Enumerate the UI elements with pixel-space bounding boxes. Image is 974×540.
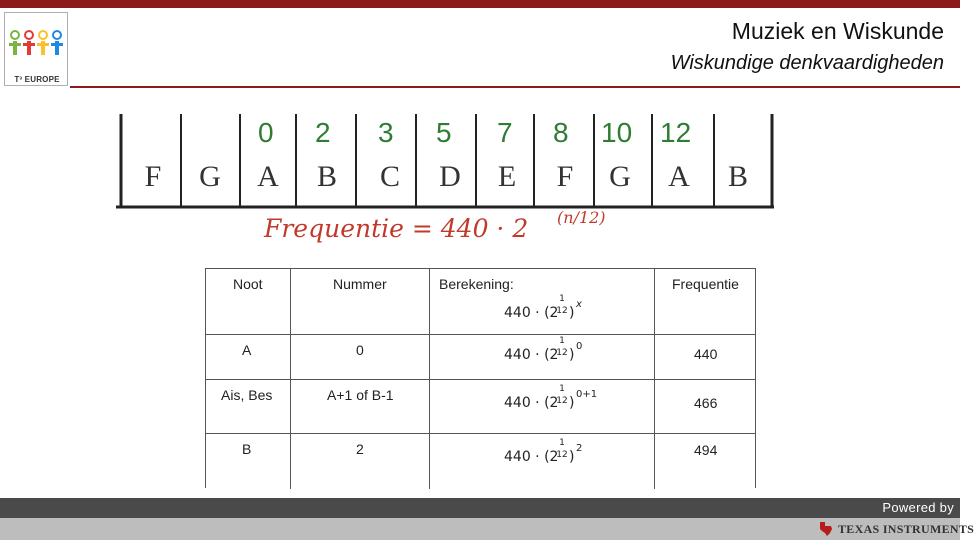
frequency-table — [205, 268, 756, 488]
note-number: 7 — [497, 117, 513, 148]
table-cell-frequentie: 466 — [694, 395, 718, 411]
note-number: 5 — [436, 117, 452, 148]
note-letter: G — [609, 160, 631, 193]
note-letter: E — [497, 160, 517, 193]
top-accent-band — [0, 0, 960, 8]
note-letter: A — [668, 160, 690, 193]
note-number: 2 — [315, 117, 331, 148]
note-number: 8 — [553, 117, 569, 148]
table-cell-noot: B — [242, 441, 252, 457]
table-cell-noot: A — [242, 342, 252, 358]
note-number: 10 — [601, 117, 633, 148]
texas-state-icon — [818, 521, 834, 537]
table-cell-berekening: 440 · (2 1 12 ) 0+1 — [504, 384, 598, 411]
note-letter: F — [556, 160, 574, 193]
note-letter: F — [144, 160, 162, 193]
table-cell-frequentie: 440 — [694, 346, 718, 362]
texas-instruments-logo — [818, 520, 974, 538]
note-number: 12 — [660, 117, 692, 148]
note-letter: C — [379, 160, 400, 193]
table-cell-berekening: 440 · (2 1 12 ) 0 — [504, 336, 583, 363]
table-row-divider — [206, 433, 755, 434]
formula-main: Frequentie = 440 · 2 — [264, 214, 529, 243]
note-letter: D — [439, 160, 461, 193]
header-divider — [70, 86, 960, 88]
footer-bar — [0, 498, 974, 540]
table-row-divider — [206, 334, 755, 335]
table-cell-nummer: A+1 of B-1 — [327, 387, 394, 403]
t3-europe-logo — [4, 12, 68, 86]
table-header-nummer: Nummer — [333, 276, 387, 292]
header-calculation: 440 · (2 1 12 ) x — [504, 294, 582, 321]
table-header-noot: Noot — [233, 276, 263, 292]
note-letter: B — [316, 160, 337, 193]
table-cell-nummer: 2 — [356, 441, 364, 457]
logo-text: T³ EUROPE — [14, 75, 60, 84]
note-letter: B — [727, 160, 748, 193]
table-cell-berekening: 440 · (2 1 12 ) 2 — [504, 438, 583, 465]
table-cell-frequentie: 494 — [694, 442, 718, 458]
note-number: 3 — [378, 117, 394, 148]
page-title: Muziek en Wiskunde — [731, 18, 944, 44]
logo-figures-icon — [5, 13, 69, 73]
note-letter: A — [257, 160, 279, 193]
note-letter: G — [199, 160, 221, 193]
powered-by-text: Powered by — [882, 500, 954, 515]
formula-exponent: (n/12) — [557, 208, 606, 227]
table-cell-noot: Ais, Bes — [221, 387, 273, 403]
page-subtitle: Wiskundige denkvaardigheden — [670, 52, 944, 74]
table-cell-nummer: 0 — [356, 342, 364, 358]
note-number: 0 — [258, 117, 274, 148]
ti-brand-text: TEXAS INSTRUMENTS — [838, 522, 974, 536]
table-header-berekening: Berekening: — [439, 276, 514, 292]
table-header-frequentie: Frequentie — [672, 276, 739, 292]
frequency-formula — [264, 208, 606, 243]
table-row-divider — [206, 379, 755, 380]
